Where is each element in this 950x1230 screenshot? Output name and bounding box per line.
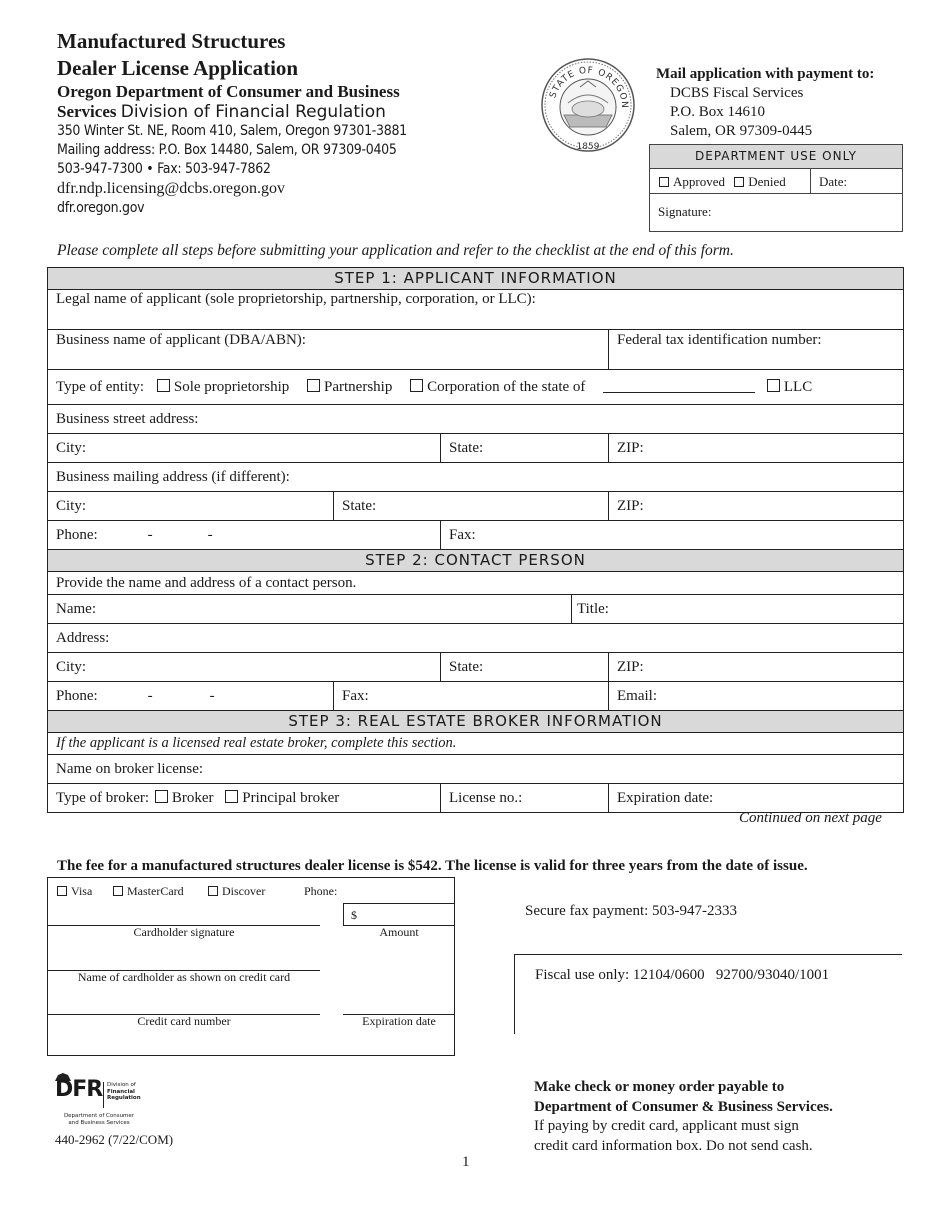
partnership-label: Partnership [324, 378, 393, 395]
contact-phone-label: Phone: [56, 687, 98, 704]
contact-fax-label: Fax: [342, 687, 369, 704]
phone-dash: - [209, 687, 215, 704]
contact-name-field[interactable] [48, 595, 572, 624]
dept-date-label: Date: [819, 174, 848, 189]
mail-to-line3: Salem, OR 97309-0445 [670, 123, 813, 139]
mastercard-label: MasterCard [127, 884, 184, 898]
llc-label: LLC [783, 378, 813, 395]
dollar-sign: $ [351, 908, 357, 922]
corporation-state-input[interactable] [603, 379, 755, 393]
entity-type-row [48, 370, 904, 405]
amount-label: Amount [379, 925, 419, 939]
legal-name-field[interactable] [48, 290, 904, 330]
instructions: Please complete all steps before submitting your application and refer to the checklist at the end of this form. [57, 242, 734, 259]
mailing-zip-field[interactable] [609, 492, 904, 521]
contact-email-label: Email: [617, 687, 657, 704]
contact-title-label: Title: [577, 600, 609, 617]
expiration-date-field[interactable] [609, 784, 904, 813]
mail-to [656, 65, 874, 141]
street-address-field[interactable] [48, 405, 904, 434]
principal-broker-label: Principal broker [242, 789, 340, 806]
contact-zip-field[interactable] [609, 653, 904, 682]
logo-division-2: Financial [107, 1088, 135, 1095]
check-line-1: Make check or money order payable to [534, 1079, 785, 1095]
mailing-state-field[interactable] [334, 492, 609, 521]
header [57, 28, 407, 218]
broker-type-row [48, 784, 441, 813]
mastercard-checkbox[interactable] [113, 886, 123, 896]
visa-label: Visa [71, 884, 93, 898]
dfr-logo-text: DFR [55, 1077, 103, 1102]
contact-zip-label: ZIP: [617, 658, 644, 675]
discover-checkbox[interactable] [208, 886, 218, 896]
org-name: Oregon Department of Consumer and Business [57, 82, 400, 101]
step1-heading: STEP 1: APPLICANT INFORMATION [48, 268, 904, 290]
street-address-label: Business street address: [56, 410, 199, 427]
check-line-2: Department of Consumer & Business Services. [534, 1098, 833, 1115]
fiscal-use: Fiscal use only: 12104/0600 92700/93040/1001 [535, 967, 830, 983]
fiscal-box [514, 954, 902, 1034]
logo-dept-2: and Business Services [68, 1119, 130, 1126]
contact-intro: Provide the name and address of a contact person. [48, 572, 904, 595]
city-field[interactable] [48, 434, 441, 463]
contact-title-field[interactable] [572, 595, 904, 624]
denied-label: Denied [748, 174, 786, 189]
entity-type-label: Type of entity: [56, 378, 145, 395]
org-name-2: Services [57, 102, 117, 121]
mailing-city-label: City: [56, 497, 87, 514]
principal-broker-checkbox[interactable] [225, 790, 238, 803]
title-line1: Manufactured Structures [57, 29, 286, 53]
cc-expiration-label: Expiration date [362, 1014, 436, 1028]
contact-state-field[interactable] [441, 653, 609, 682]
discover-label: Discover [222, 884, 266, 898]
oregon-seal-icon [540, 57, 636, 153]
partnership-checkbox[interactable] [307, 379, 320, 392]
phone-dash: - [147, 526, 153, 543]
website-link[interactable]: dfr.oregon.gov [57, 200, 145, 216]
state-label: State: [449, 439, 484, 456]
street-address: 350 Winter St. NE, Room 410, Salem, Oregon 97301-3881 [57, 123, 407, 139]
secure-fax: Secure fax payment: 503-947-2333 [525, 903, 738, 919]
denied-checkbox[interactable] [734, 177, 744, 187]
zip-field[interactable] [609, 434, 904, 463]
mailing-address-label: Business mailing address (if different): [56, 468, 290, 485]
broker-label: Broker [171, 789, 214, 806]
fax-field[interactable] [441, 521, 904, 550]
mail-to-line1: DCBS Fiscal Services [670, 85, 804, 101]
logo-division-3: Regulation [107, 1095, 141, 1101]
dfr-logo-icon [55, 1073, 155, 1129]
contact-address-field[interactable] [48, 624, 904, 653]
broker-checkbox[interactable] [155, 790, 168, 803]
payment-instructions [534, 1078, 833, 1156]
contact-phone-field[interactable] [48, 682, 334, 711]
cardholder-name-label: Name of cardholder as shown on credit card [77, 970, 291, 984]
card-number-label: Credit card number [137, 1014, 231, 1028]
email-link[interactable]: dfr.ndp.licensing@dcbs.oregon.gov [57, 180, 286, 197]
mailing-zip-label: ZIP: [617, 497, 644, 514]
seal-year: 1859 [576, 142, 600, 152]
broker-type-label: Type of broker: [56, 789, 150, 806]
application-form [47, 267, 904, 813]
step2-heading: STEP 2: CONTACT PERSON [48, 550, 904, 572]
department-use-box [649, 144, 903, 232]
logo-dept-1: Department of Consumer [63, 1113, 135, 1119]
division-name: Division of Financial Regulation [120, 102, 386, 122]
business-name-label: Business name of applicant (DBA/ABN): [56, 332, 306, 348]
phone-field[interactable] [48, 521, 441, 550]
mailing-state-label: State: [342, 497, 377, 514]
city-label: City: [56, 439, 87, 456]
sole-proprietorship-label: Sole proprietorship [173, 378, 290, 395]
mailing-address-field[interactable] [48, 463, 904, 492]
expiration-date-label: Expiration date: [617, 789, 714, 806]
llc-checkbox[interactable] [767, 379, 780, 392]
corporation-label: Corporation of the state of [427, 378, 586, 395]
fee-statement: The fee for a manufactured structures dealer license is $542. The license is valid for three years from the date of issue. [57, 858, 808, 874]
license-number-field[interactable] [441, 784, 609, 813]
approved-checkbox[interactable] [659, 177, 669, 187]
fein-field[interactable] [609, 330, 904, 370]
legal-name-label: Legal name of applicant (sole proprietorship, partnership, corporation, or LLC): [56, 291, 536, 307]
contact-city-field[interactable] [48, 653, 441, 682]
dept-use-heading: DEPARTMENT USE ONLY [650, 145, 902, 169]
cardholder-signature-label: Cardholder signature [133, 925, 235, 939]
state-field[interactable] [441, 434, 609, 463]
contact-fax-field[interactable] [334, 682, 609, 711]
corporation-checkbox[interactable] [410, 379, 423, 392]
fein-label: Federal tax identification number: [617, 332, 822, 348]
step3-heading: STEP 3: REAL ESTATE BROKER INFORMATION [48, 711, 904, 733]
business-name-field[interactable] [48, 330, 609, 370]
logo-division-1: Division of [107, 1082, 136, 1088]
phone-label: Phone: [56, 526, 98, 543]
page-number: 1 [462, 1154, 470, 1170]
mail-to-line2: P.O. Box 14610 [670, 104, 766, 120]
sole-proprietorship-checkbox[interactable] [157, 379, 170, 392]
approved-label: Approved [673, 174, 725, 189]
contact-address-label: Address: [56, 629, 110, 646]
fax-label: Fax: [449, 526, 476, 543]
contact-name-label: Name: [56, 600, 96, 617]
form-number: 440-2962 (7/22/COM) [55, 1132, 174, 1147]
broker-name-field[interactable] [48, 755, 904, 784]
contact-city-label: City: [56, 658, 87, 675]
contact-email-field[interactable] [609, 682, 904, 711]
mail-to-heading: Mail application with payment to: [656, 66, 875, 82]
dept-signature-label: Signature: [658, 204, 712, 219]
broker-name-label: Name on broker license: [56, 760, 204, 777]
contact-state-label: State: [449, 658, 484, 675]
continued-note: Continued on next page [739, 810, 882, 826]
check-line-4: credit card information box. Do not send cash. [534, 1137, 813, 1154]
seal-text: STATE OF OREGON [548, 65, 630, 110]
mailing-city-field[interactable] [48, 492, 334, 521]
phone-dash: - [147, 687, 153, 704]
phone-fax: 503-947-7300 • Fax: 503-947-7862 [57, 161, 271, 177]
license-number-label: License no.: [449, 789, 523, 806]
phone-dash: - [207, 526, 213, 543]
mailing-address: Mailing address: P.O. Box 14480, Salem, OR 97309-0405 [57, 142, 397, 158]
visa-checkbox[interactable] [57, 886, 67, 896]
broker-intro: If the applicant is a licensed real estate broker, complete this section. [48, 733, 904, 755]
check-line-3: If paying by credit card, applicant must sign [534, 1118, 799, 1134]
credit-card-box [47, 877, 455, 1056]
cc-phone-label: Phone: [304, 884, 338, 898]
title-line2: Dealer License Application [57, 56, 299, 80]
zip-label: ZIP: [617, 439, 644, 456]
